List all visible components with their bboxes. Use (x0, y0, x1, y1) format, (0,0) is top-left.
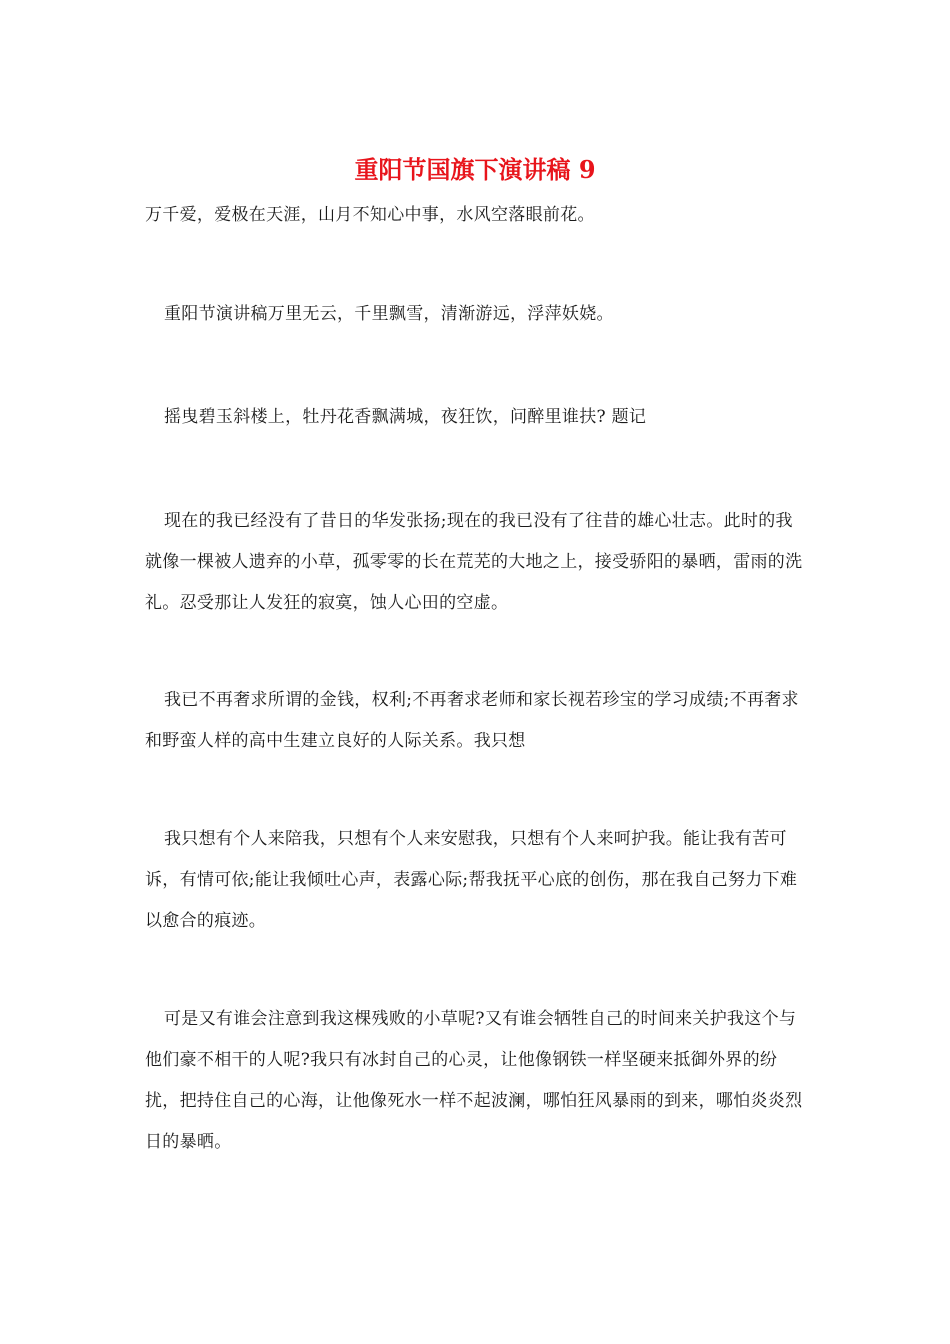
document-title: 重阳节国旗下演讲稿 9 (354, 155, 596, 184)
paragraph-6: 我只想有个人来陪我，只想有个人来安慰我，只想有个人来呵护我。能让我有苦可诉，有情可依;能让我倾吐心声，表露心际;帮我抚平心底的创伤，那在我自己努力下难以愈合的痕迹。 (145, 829, 798, 931)
paragraph-5: 我已不再奢求所谓的金钱，权利;不再奢求老师和家长视若珍宝的学习成绩;不再奢求和野蛮人样的高中生建立良好的人际关系。我只想 (145, 690, 799, 751)
paragraph-7: 可是又有谁会注意到我这棵残败的小草呢?又有谁会牺牲自己的时间来关护我这个与他们豪不相干的人呢?我只有冰封自己的心灵，让他像钢铁一样坚硬来抵御外界的纷扰，把持住自己的心海，让他像死水一样不起波澜，哪怕狂风暴雨的到来，哪怕炎炎烈日的暴晒。 (145, 1009, 803, 1152)
paragraph-4: 现在的我已经没有了昔日的华发张扬;现在的我已没有了往昔的雄心壮志。此时的我就像一棵被人遗弃的小草，孤零零的长在荒芜的大地之上，接受骄阳的暴晒，雷雨的洗礼。忍受那让人发狂的寂寞，蚀人心田的空虚。 (145, 511, 803, 613)
paragraph-3: 摇曳碧玉斜楼上，牡丹花香飘满城，夜狂饮，问醉里谁扶? 题记 (164, 407, 647, 427)
paragraph-2: 重阳节演讲稿万里无云，千里飘雪，清渐游远，浮萍妖娆。 (164, 304, 614, 324)
paragraph-1: 万千爱，爱极在天涯，山月不知心中事，水风空落眼前花。 (145, 205, 595, 225)
